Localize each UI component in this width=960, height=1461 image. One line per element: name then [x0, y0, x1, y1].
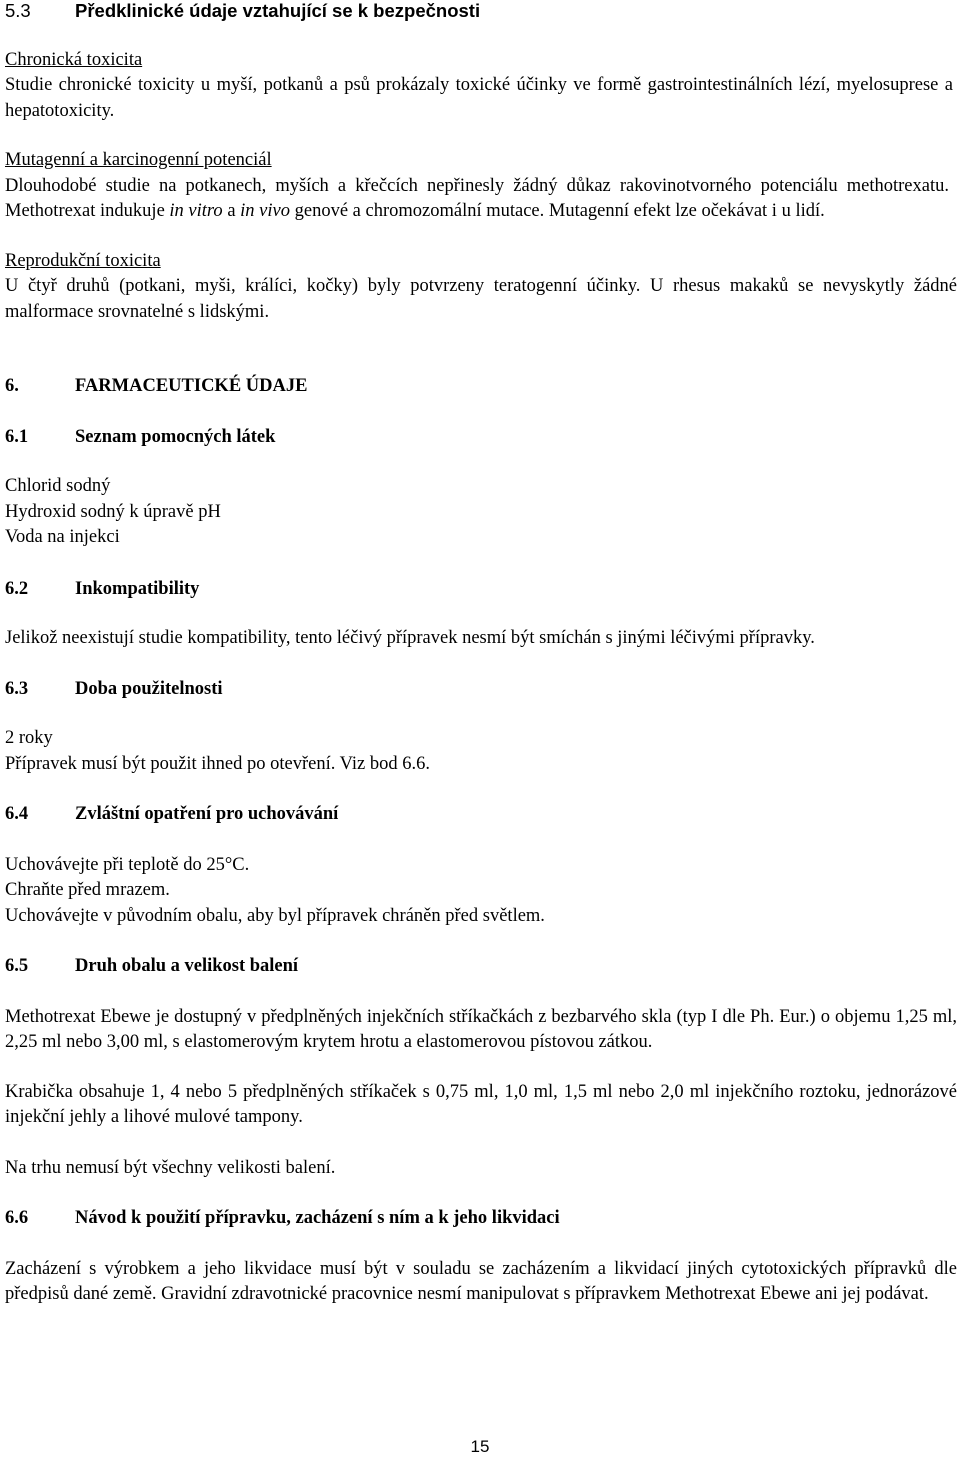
paragraph-pack-sizes: Na trhu nemusí být všechny velikosti balení. [5, 1157, 336, 1178]
paragraph-handling: Zacházení s výrobkem a jeho likvidace musí být v souladu se zacházením a likvidací jiných cytotoxických přípravků dle předpisů dané země. Gravidní zdravotnické pracovnice nesmí manipulovat s přípravkem Methotrexat Ebewe ani jej podávat. [5, 1258, 957, 1304]
section-6-5-heading [5, 954, 957, 980]
page-number: 15 [470, 1437, 490, 1456]
subheading-mutagenic-potential: Mutagenní a karcinogenní potenciál [5, 150, 272, 170]
excipient-list [5, 474, 957, 551]
text-segment: a [222, 201, 241, 221]
excipient-item: Chlorid sodný [5, 476, 111, 496]
paragraph-reproductive-toxicity: U čtyř druhů (potkani, myši, králíci, kočky) byly potvrzeny teratogenní účinky. U rhesus makaků se nevyskytly žádné malformace srovnatelné s lidskými. [5, 276, 957, 322]
paragraph-incompatibilities: Jelikož neexistují studie kompatibility, tento léčivý přípravek nesmí být smíchán s jinými léčivými přípravky. [5, 628, 815, 648]
section-number: 6.5 [5, 956, 29, 976]
paragraph-mutagenic-potential [5, 174, 949, 225]
section-number: 6.1 [5, 426, 29, 447]
italic-in-vitro: in vitro [169, 201, 223, 221]
shelf-life-line: Přípravek musí být použit ihned po otevření. Viz bod 6.6. [5, 753, 431, 774]
section-number: 6.2 [5, 578, 29, 599]
storage-block [5, 853, 957, 930]
section-5-3-heading [5, 0, 957, 24]
section-title: Seznam pomocných látek [75, 426, 276, 447]
section-number: 6.4 [5, 804, 29, 824]
text-segment: genové a chromozomální mutace. Mutagenní efekt lze očekávat i u lidí. [289, 201, 825, 221]
section-6-3-heading [5, 677, 957, 703]
section-title: Inkompatibility [75, 578, 200, 599]
paragraph-container: Methotrexat Ebewe je dostupný v předplněných injekčních stříkačkách z bezbarvého skla (typ I dle Ph. Eur.) o objemu 1,25 ml, 2,25 ml nebo 3,00 ml, s elastomerovým krytem hrotu a elastomerovou pístovou zátkou. [5, 1006, 957, 1052]
section-title: Zvláštní opatření pro uchovávání [75, 804, 339, 824]
text-segment: Dlouhodobé studie na potkanech, myších a křečcích nepřinesly žádný důkaz rakovinotvorného potenciálu methotrexatu. Methotrexat indukuje [5, 175, 949, 221]
paragraph-pack-contents: Krabička obsahuje 1, 4 nebo 5 předplněných stříkaček s 0,75 ml, 1,0 ml, 1,5 ml nebo 2,0 ml injekčního roztoku, jednorázové injekční jehly a lihové mulové tampony. [5, 1081, 957, 1127]
paragraph-chronic-toxicity: Studie chronické toxicity u myší, potkanů a psů prokázaly toxické účinky ve formě gastrointestinálních lézí, myelosuprese a hepatotoxicity. [5, 75, 953, 121]
subheading-chronic-toxicity: Chronická toxicita [5, 49, 143, 70]
section-number: 5.3 [5, 0, 31, 21]
section-6-6-heading [5, 1206, 957, 1232]
section-6-4-heading [5, 802, 957, 828]
document-page [5, 0, 957, 1308]
shelf-life-line: 2 roky [5, 728, 53, 748]
section-title: Návod k použití přípravku, zacházení s ním a k jeho likvidaci [75, 1208, 560, 1228]
section-6-heading [5, 374, 957, 400]
section-number: 6.6 [5, 1208, 29, 1228]
subheading-reproductive-toxicity: Reprodukční toxicita [5, 250, 161, 271]
section-number: 6. [5, 376, 19, 396]
excipient-item: Hydroxid sodný k úpravě pH [5, 501, 221, 522]
storage-line: Uchovávejte v původním obalu, aby byl přípravek chráněn před světlem. [5, 905, 545, 926]
storage-line: Uchovávejte při teplotě do 25°C. [5, 854, 250, 875]
section-6-2-heading [5, 577, 957, 603]
section-title: Doba použitelnosti [75, 678, 223, 699]
section-title: Druh obalu a velikost balení [75, 956, 299, 976]
excipient-item: Voda na injekci [5, 527, 120, 547]
section-title: Předklinické údaje vztahující se k bezpečnosti [75, 0, 481, 21]
storage-line: Chraňte před mrazem. [5, 880, 170, 900]
section-number: 6.3 [5, 678, 29, 699]
shelf-life-block [5, 726, 957, 777]
section-title: FARMACEUTICKÉ ÚDAJE [75, 376, 308, 396]
section-6-1-heading [5, 425, 957, 451]
italic-in-vivo: in vivo [240, 201, 290, 221]
